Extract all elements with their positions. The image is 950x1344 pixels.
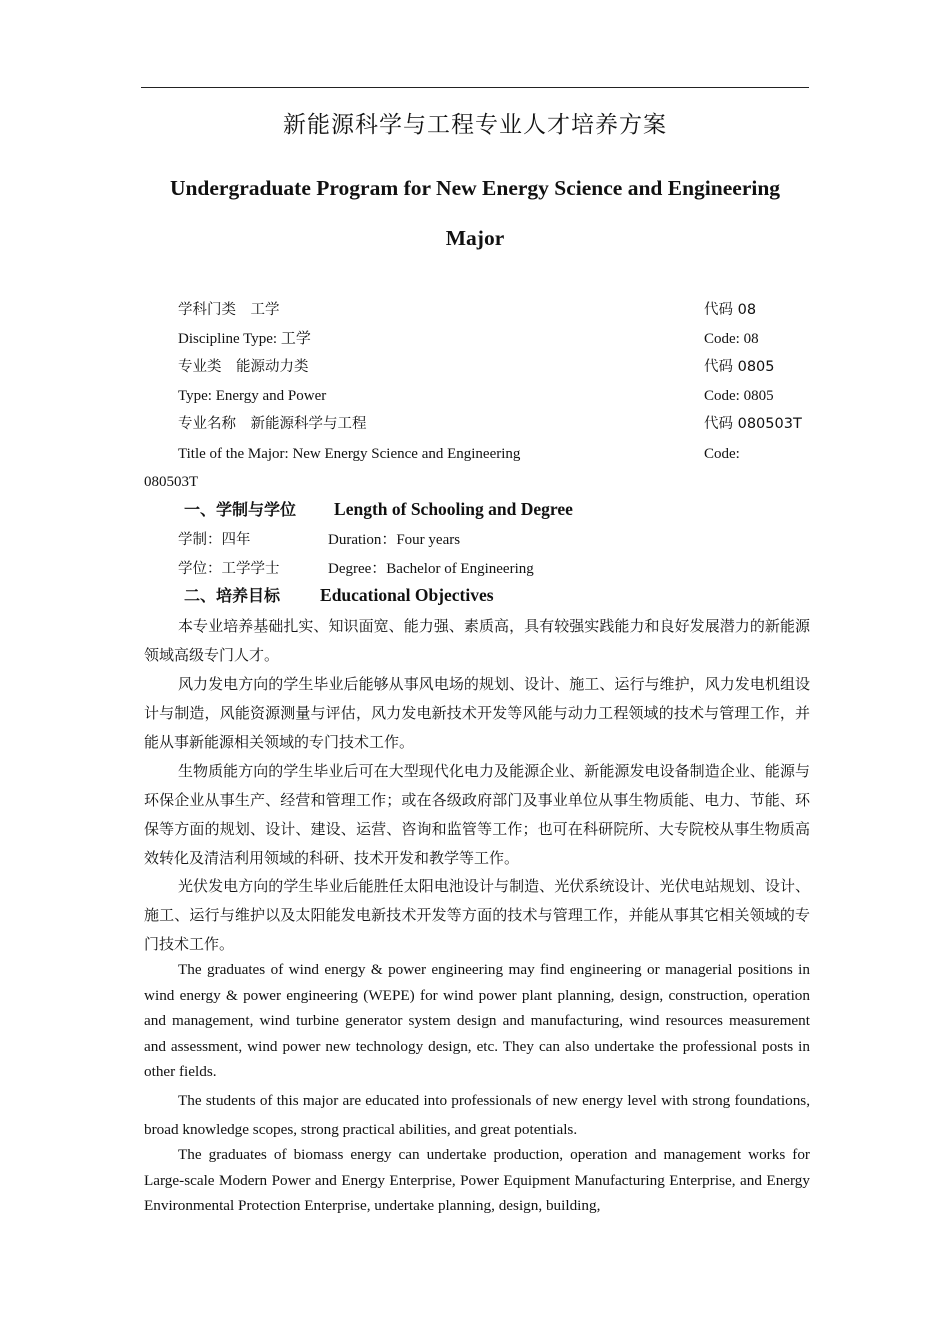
page-title-zh: 新能源科学与工程专业人才培养方案	[283, 112, 667, 138]
page-title-en-line2: Major	[445, 226, 505, 250]
discipline-en: Discipline Type: 工学	[178, 331, 311, 347]
section1-heading-en: Length of Schooling and Degree	[334, 499, 573, 519]
section1-heading-zh: 一、学制与学位	[184, 500, 297, 519]
major-zh: 专业名称 新能源科学与工程	[178, 416, 367, 432]
degree-en: Degree：Bachelor of Engineering	[328, 561, 534, 577]
objective-paragraph-zh-1: 本专业培养基础扎实、知识面宽、能力强、素质高，具有较强实践能力和良好发展潜力的新能源领域高级专门人才。	[144, 617, 810, 664]
objective-paragraph-zh-3: 生物质能方向的学生毕业后可在大型现代化电力及能源企业、新能源发电设备制造企业、能源与环保企业从事生产、经营和管理工作；或在各级政府部门及事业单位从事生物质能、电力、节能、环保等方面的规划、设计、建设、运营、咨询和监管等工作；也可在科研院所、大专院校从事生物质高效转化及清洁利用领域的科研、技术开发和教学等工作。	[144, 762, 810, 867]
objective-paragraph-en-3: The graduates of biomass energy can undertake production, operation and management works for Large-scale Modern Power and Energy Enterprise, Power Equipment Manufacturing Enterprise, and Energy Environmental Protection Enterprise, undertake planning, design, building,	[144, 1146, 810, 1214]
major-code-zh: 代码 080503T	[704, 416, 802, 432]
objective-paragraph-en-2: The students of this major are educated into professionals of new energy level with strong foundations, broad knowledge scopes, strong practical abilities, and great potentials.	[144, 1092, 810, 1138]
type-code-zh: 代码 0805	[704, 359, 775, 375]
header-rule	[141, 87, 809, 88]
major-code-en: Code:	[704, 446, 740, 462]
objective-paragraph-en-1: The graduates of wind energy & power engineering may find engineering or managerial positions in wind energy & power engineering (WEPE) for wind power plant planning, design, construction, operation and management, wind turbine generator system design and manufacturing, wind resources measurement and assessment, wind power new technology design, etc. They can also undertake the professional posts in other fields.	[144, 961, 810, 1080]
type-en: Type: Energy and Power	[178, 388, 327, 404]
major-code-en-wrap: 080503T	[144, 474, 199, 490]
type-zh: 专业类 能源动力类	[178, 359, 309, 375]
discipline-code-en: Code: 08	[704, 331, 759, 347]
degree-zh: 学位：工学学士	[178, 561, 280, 577]
discipline-zh: 学科门类 工学	[178, 302, 280, 318]
duration-en: Duration：Four years	[328, 532, 461, 548]
section2-heading-zh: 二、培养目标	[184, 586, 281, 605]
type-code-en: Code: 0805	[704, 388, 774, 404]
section1-heading	[184, 498, 573, 522]
page-title-en-line1: Undergraduate Program for New Energy Science and Engineering	[169, 176, 781, 200]
section2-heading	[184, 584, 494, 608]
objective-paragraph-zh-2: 风力发电方向的学生毕业后能够从事风电场的规划、设计、施工、运行与维护，风力发电机组设计与制造，风能资源测量与评估，风力发电新技术开发等风能与动力工程领域的技术与管理工作，并能从事新能源相关领域的专门技术工作。	[144, 675, 810, 751]
discipline-code-zh: 代码 08	[704, 302, 757, 318]
section2-heading-en: Educational Objectives	[320, 585, 494, 605]
major-en: Title of the Major: New Energy Science and Engineering	[178, 446, 521, 462]
objective-paragraph-zh-4: 光伏发电方向的学生毕业后能胜任太阳电池设计与制造、光伏系统设计、光伏电站规划、设计、施工、运行与维护以及太阳能发电新技术开发等方面的技术与管理工作，并能从事其它相关领域的专门技术工作。	[144, 877, 810, 953]
duration-zh: 学制：四年	[178, 532, 251, 548]
